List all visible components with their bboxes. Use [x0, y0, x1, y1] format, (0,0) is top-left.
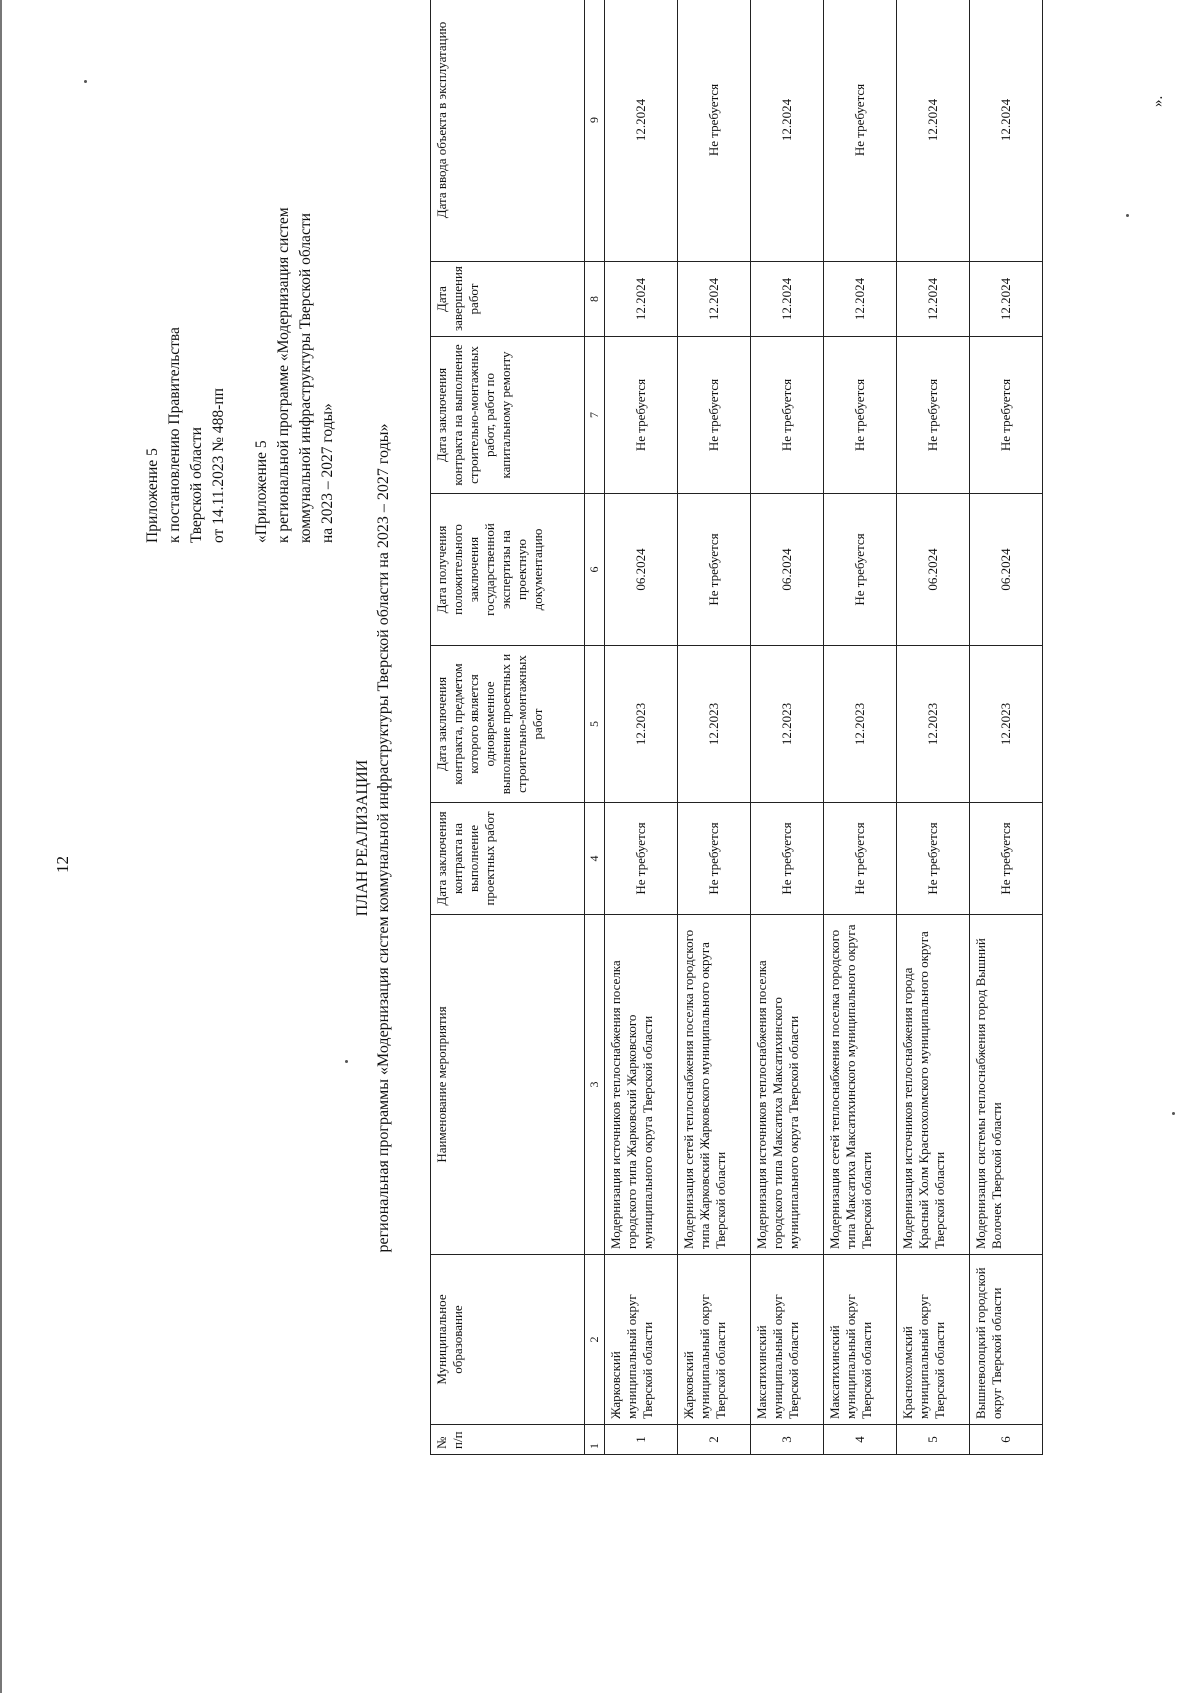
commissioning-date: 12.2024 [751, 0, 824, 262]
title-subtitle: региональная программы «Модернизация систем коммунальной инфраструктуры Тверской области на 2023 – 2027 годы» [375, 423, 392, 1253]
column-number: 2 [585, 1255, 605, 1425]
municipality-cell: Жарковский муниципальный округ Тверской области [678, 1255, 751, 1425]
combined-contract-date: 12.2023 [751, 646, 824, 803]
column-number: 7 [585, 337, 605, 494]
expertise-date: 06.2024 [751, 494, 824, 646]
header-cell: Наименование мероприятия [431, 915, 585, 1255]
scan-speck [84, 80, 87, 83]
commissioning-date: 12.2024 [605, 0, 678, 262]
page-number: 12 [53, 856, 72, 873]
column-number-row [585, 0, 605, 1455]
column-number: 1 [585, 1425, 605, 1455]
table-row [824, 0, 897, 1455]
table-row [605, 0, 678, 1455]
construction-contract-date: Не требуется [897, 337, 970, 494]
completion-date: 12.2024 [970, 262, 1043, 337]
table-header-row [431, 0, 585, 1455]
combined-contract-date: 12.2023 [605, 646, 678, 803]
expertise-date: Не требуется [824, 494, 897, 646]
column-number: 9 [585, 0, 605, 262]
expertise-date: 06.2024 [897, 494, 970, 646]
header-cell: № п/п [431, 1425, 585, 1455]
construction-contract-date: Не требуется [751, 337, 824, 494]
title-main: ПЛАН РЕАЛИЗАЦИИ [354, 759, 371, 917]
activity-cell: Модернизация источников теплоснабжения города Красный Холм Краснохолмского муниципального округа Тверской области [897, 915, 970, 1255]
appendix-line: на 2023 – 2027 годы» [319, 403, 336, 543]
expertise-date: 06.2024 [605, 494, 678, 646]
commissioning-date: Не требуется [824, 0, 897, 262]
design-contract-date: Не требуется [970, 803, 1043, 915]
commissioning-date: Не требуется [678, 0, 751, 262]
municipality-cell: Вышневолоцкий городской округ Тверской области [970, 1255, 1043, 1425]
expertise-date: Не требуется [678, 494, 751, 646]
scan-speck [1126, 214, 1129, 217]
appendix-block [142, 207, 339, 543]
design-contract-date: Не требуется [605, 803, 678, 915]
commissioning-date: 12.2024 [970, 0, 1043, 262]
municipality-cell: Краснохолмский муниципальный округ Тверской области [897, 1255, 970, 1425]
table-row [897, 0, 970, 1455]
column-number: 6 [585, 494, 605, 646]
row-number: 5 [897, 1425, 970, 1455]
header-cell: Дата заключения контракта на выполнение проектных работ [431, 803, 585, 915]
activity-cell: Модернизация источников теплоснабжения поселка городского типа Максатиха Максатихинского муниципального округа Тверской области [751, 915, 824, 1255]
scan-speck [1172, 1112, 1175, 1115]
combined-contract-date: 12.2023 [824, 646, 897, 803]
municipality-cell: Жарковский муниципальный округ Тверской области [605, 1255, 678, 1425]
column-number: 5 [585, 646, 605, 803]
activity-cell: Модернизация сетей теплоснабжения поселка городского типа Максатиха Максатихинского муниципального округа Тверской области [824, 915, 897, 1255]
appendix-line: «Приложение 5 [253, 440, 270, 543]
design-contract-date: Не требуется [897, 803, 970, 915]
appendix-line: Приложение 5 [144, 448, 161, 543]
activity-cell: Модернизация сетей теплоснабжения поселка городского типа Жарковский Жарковского муниципального округа Тверской области [678, 915, 751, 1255]
column-number: 3 [585, 915, 605, 1255]
appendix-line: Тверской области [188, 427, 205, 543]
appendix-line: к постановлению Правительства [166, 327, 183, 543]
combined-contract-date: 12.2023 [970, 646, 1043, 803]
municipality-cell: Максатихинский муниципальный округ Тверской области [751, 1255, 824, 1425]
expertise-date: 06.2024 [970, 494, 1043, 646]
column-number: 8 [585, 262, 605, 337]
appendix-line: к региональной программе «Модернизация систем [275, 207, 292, 543]
header-cell: Дата завершения работ [431, 262, 585, 337]
combined-contract-date: 12.2023 [897, 646, 970, 803]
appendix-line: коммунальной инфраструктуры Тверской области [297, 213, 314, 543]
header-cell: Дата заключения контракта на выполнение строительно-монтажных работ, работ по капитальному ремонту [431, 337, 585, 494]
completion-date: 12.2024 [751, 262, 824, 337]
header-cell: Дата ввода объекта в эксплуатацию [431, 0, 585, 262]
row-number: 4 [824, 1425, 897, 1455]
document-title [352, 263, 394, 1413]
construction-contract-date: Не требуется [824, 337, 897, 494]
commissioning-date: 12.2024 [897, 0, 970, 262]
construction-contract-date: Не требуется [605, 337, 678, 494]
completion-date: 12.2024 [897, 262, 970, 337]
row-number: 6 [970, 1425, 1043, 1455]
combined-contract-date: 12.2023 [678, 646, 751, 803]
design-contract-date: Не требуется [751, 803, 824, 915]
table-row [678, 0, 751, 1455]
activity-cell: Модернизация источников теплоснабжения поселка городского типа Жарковский Жарковского муниципального округа Тверской области [605, 915, 678, 1255]
completion-date: 12.2024 [678, 262, 751, 337]
construction-contract-date: Не требуется [678, 337, 751, 494]
header-cell: Дата заключения контракта, предметом которого является одновременное выполнение проектных и строительно-монтажных работ [431, 646, 585, 803]
row-number: 2 [678, 1425, 751, 1455]
table-row [970, 0, 1043, 1455]
completion-date: 12.2024 [605, 262, 678, 337]
completion-date: 12.2024 [824, 262, 897, 337]
design-contract-date: Не требуется [824, 803, 897, 915]
activity-cell: Модернизация системы теплоснабжения город Вышний Волочек Тверской области [970, 915, 1043, 1255]
implementation-plan-table [430, 0, 1043, 1455]
column-number: 4 [585, 803, 605, 915]
header-cell: Дата получения положительного заключения государственной экспертизы на проектную документацию [431, 494, 585, 646]
header-cell: Муниципальное образование [431, 1255, 585, 1425]
table-row [751, 0, 824, 1455]
scan-speck [345, 1060, 348, 1063]
closing-quote: ». [1150, 95, 1166, 107]
appendix-line: от 14.11.2023 № 488-пп [210, 388, 227, 543]
construction-contract-date: Не требуется [970, 337, 1043, 494]
design-contract-date: Не требуется [678, 803, 751, 915]
row-number: 3 [751, 1425, 824, 1455]
row-number: 1 [605, 1425, 678, 1455]
municipality-cell: Максатихинский муниципальный округ Тверской области [824, 1255, 897, 1425]
